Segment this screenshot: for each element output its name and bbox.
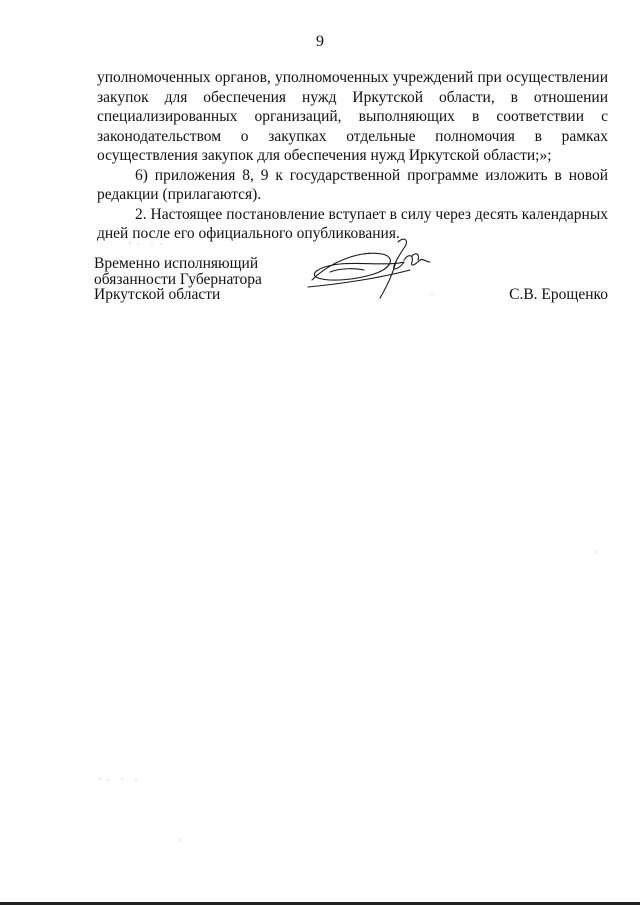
page-number: 9	[316, 33, 324, 50]
body-paragraph-continuation: уполномоченных органов, уполномоченных учреждений при осуществлении закупок для обеспечения нужд Иркутской области, в отношении специализированных организаций, выполняющих в соответствии с законодательством о закупках отдельные полномочия в рамках осуществления закупок для обеспечения нужд Иркутской области;»;	[97, 69, 608, 164]
signatory-position-line-1: Временно исполняющий	[94, 255, 259, 272]
signatory-position-line-3: Иркутской области	[94, 286, 221, 303]
body-paragraph-item-2: 2. Настоящее постановление вступает в силу через десять календарных дней после его официального опубликования.	[97, 205, 608, 242]
signer-name: С.В. Ерощенко	[509, 286, 608, 303]
signatory-position-line-2: обязанности Губернатора	[94, 270, 262, 288]
body-paragraph-item-6: 6) приложения 8, 9 к государственной программе изложить в новой редакции (прилагаются).	[97, 166, 608, 203]
